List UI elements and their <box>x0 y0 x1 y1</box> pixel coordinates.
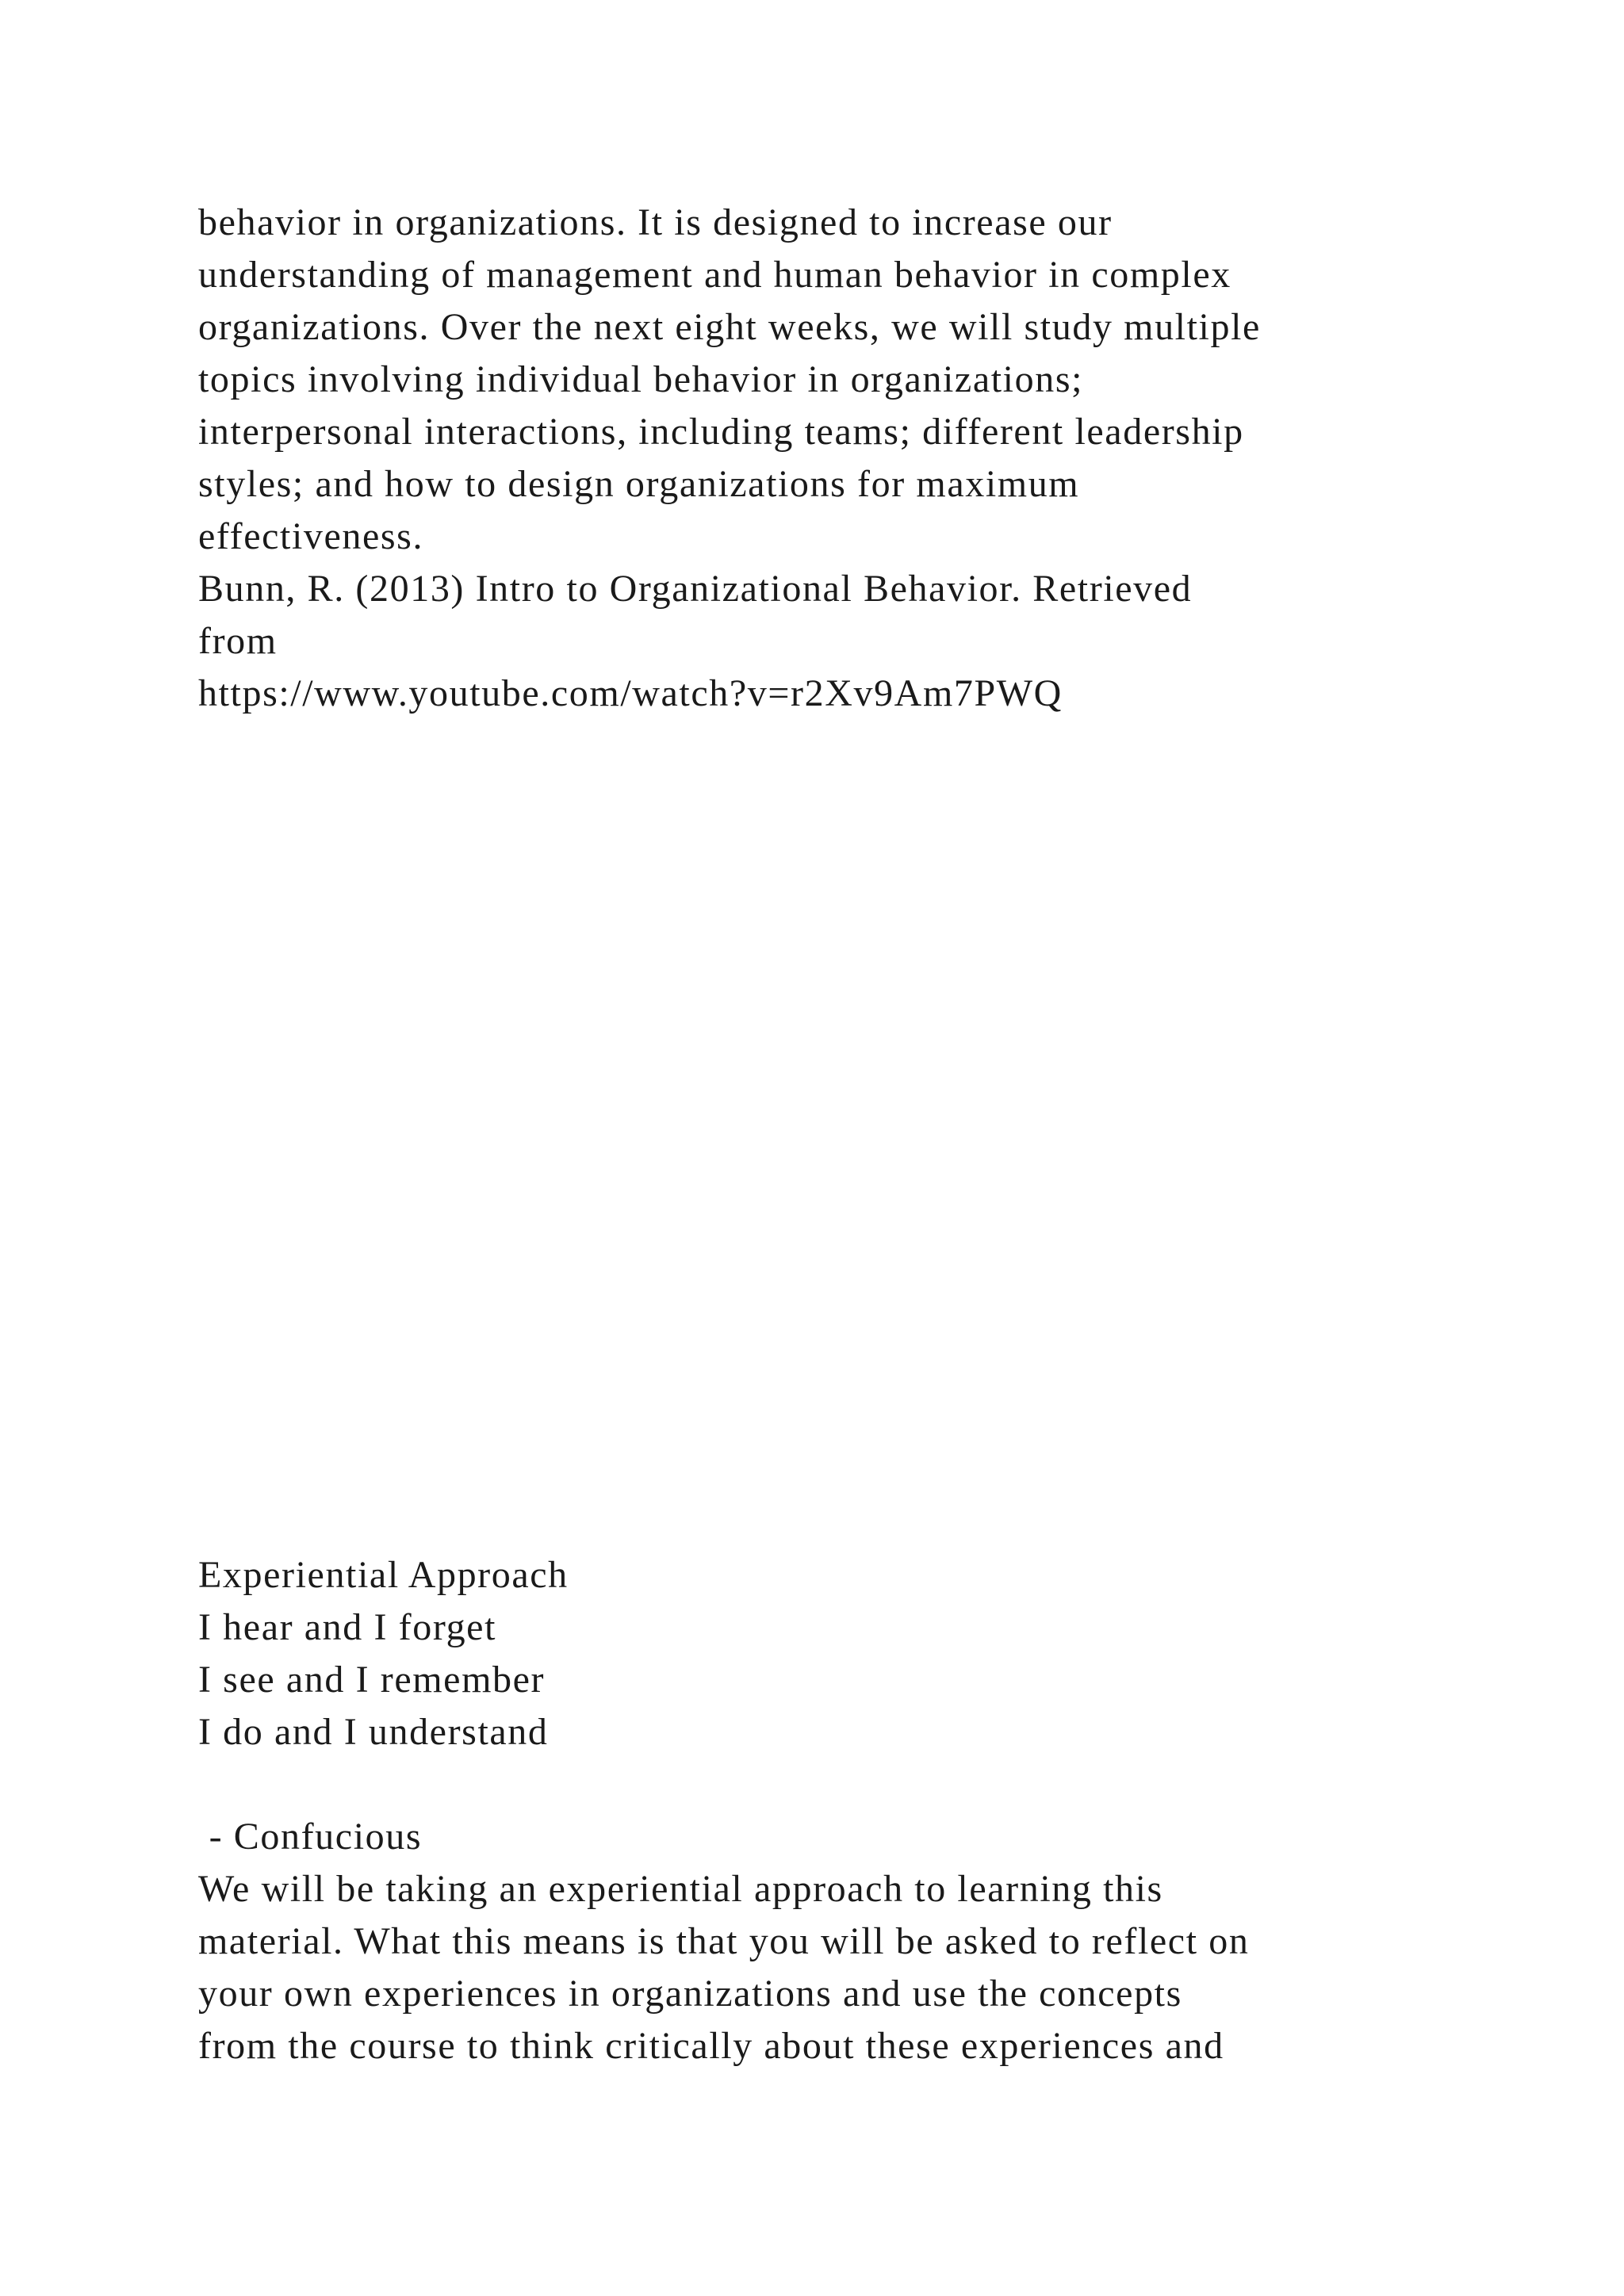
paragraph-line: organizations. Over the next eight weeks, we will study multiple <box>198 306 1261 348</box>
paragraph-line: We will be taking an experiential approach to learning this <box>198 1868 1163 1910</box>
quote-line: I hear and I forget <box>198 1606 497 1648</box>
experiential-approach-section <box>198 1549 1483 2072</box>
citation-url: https://www.youtube.com/watch?v=r2Xv9Am7PWQ <box>198 672 1063 714</box>
quote-line: I see and I remember <box>198 1659 546 1701</box>
blank-line <box>198 1758 1483 1811</box>
section-heading: Experiential Approach <box>198 1554 569 1596</box>
citation-line: from <box>198 620 278 662</box>
paragraph-line: your own experiences in organizations and use the concepts <box>198 1973 1182 2015</box>
quote-line: I do and I understand <box>198 1711 549 1753</box>
paragraph-line: interpersonal interactions, including teams; different leadership <box>198 411 1244 453</box>
paragraph-line: topics involving individual behavior in organizations; <box>198 358 1084 400</box>
paragraph-line: effectiveness. <box>198 515 424 557</box>
paragraph-line: material. What this means is that you will be asked to reflect on <box>198 1920 1250 1962</box>
paragraph-line: styles; and how to design organizations for maximum <box>198 463 1080 505</box>
intro-text-block <box>198 197 1483 720</box>
citation-line: Bunn, R. (2013) Intro to Organizational Behavior. Retrieved <box>198 568 1193 610</box>
paragraph-line: behavior in organizations. It is designed to increase our <box>198 201 1113 243</box>
quote-attribution: - Confucious <box>198 1816 423 1858</box>
paragraph-line: from the course to think critically about these experiences and <box>198 2025 1224 2067</box>
paragraph-line: understanding of management and human behavior in complex <box>198 254 1231 296</box>
